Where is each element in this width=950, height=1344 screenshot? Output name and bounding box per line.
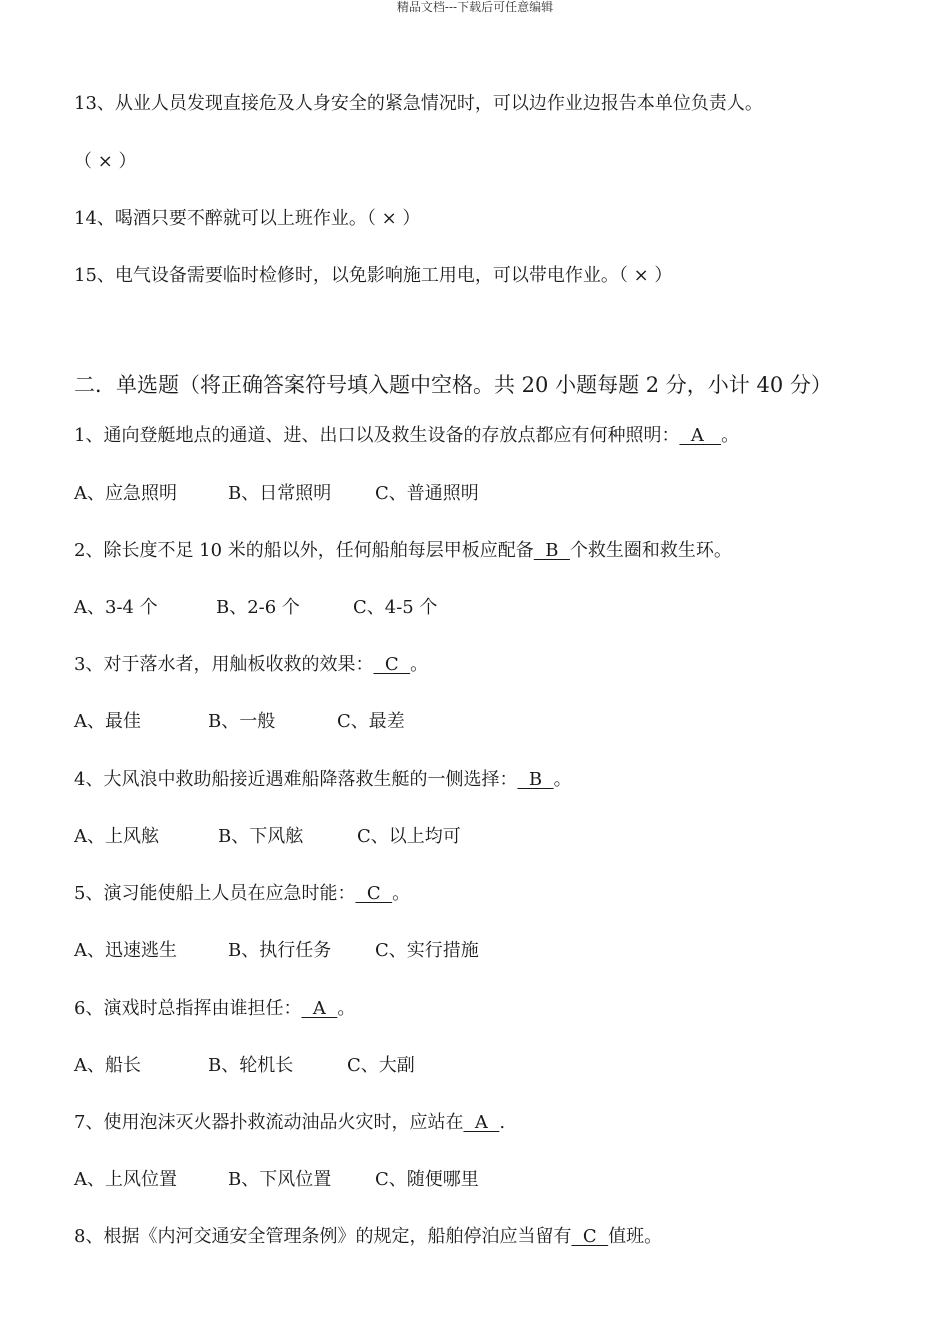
- question-3: [74, 654, 428, 676]
- answer-blank: B: [517, 769, 554, 790]
- question-5: [74, 883, 410, 905]
- answer-blank: C: [373, 654, 411, 675]
- option-c: C、4-5 个: [353, 597, 438, 618]
- options-4: [74, 826, 461, 848]
- option-a: A、3-4 个: [74, 597, 158, 618]
- option-a: A、船长: [74, 1055, 141, 1076]
- option-b: B、执行任务: [228, 940, 332, 961]
- options-5: [74, 940, 479, 962]
- question-6: [74, 998, 355, 1020]
- section-title: 二．单选题（将正确答案符号填入题中空格。共 20 小题每题 2 分，小计 40 分）: [74, 373, 832, 397]
- option-a: A、上风位置: [74, 1169, 177, 1190]
- question-text: 7、使用泡沫灭火器扑救流动油品火灾时，应站在: [74, 1112, 464, 1133]
- option-c: C、普通照明: [375, 483, 479, 504]
- option-a: A、应急照明: [74, 483, 177, 504]
- question-text: 1、通向登艇地点的通道、进、出口以及救生设备的存放点都应有何种照明：: [74, 425, 680, 446]
- question-2: [74, 540, 732, 562]
- options-1: [74, 483, 479, 505]
- option-c: C、实行措施: [375, 940, 479, 961]
- option-b: B、2-6 个: [216, 597, 300, 618]
- question-text: 8、根据《内河交通安全管理条例》的规定，船舶停泊应当留有: [74, 1226, 572, 1247]
- option-a: A、上风舷: [74, 826, 159, 847]
- question-tail: 。: [410, 654, 429, 675]
- answer-blank: B: [533, 540, 570, 561]
- question-4: [74, 769, 572, 791]
- tf-question-13: 13、从业人员发现直接危及人身安全的紧急情况时，可以边作业边报告本单位负责人。: [74, 93, 763, 114]
- option-b: B、日常照明: [228, 483, 332, 504]
- answer-blank: A: [679, 425, 722, 446]
- option-c: C、随便哪里: [375, 1169, 479, 1190]
- question-tail: 。: [721, 425, 740, 446]
- options-7: [74, 1169, 479, 1191]
- question-7: [74, 1112, 505, 1134]
- question-tail: 。: [392, 883, 411, 904]
- option-b: B、一般: [208, 711, 276, 732]
- option-c: C、以上均可: [357, 826, 461, 847]
- options-3: [74, 711, 405, 733]
- question-text: 2、除长度不足 10 米的船以外，任何船舶每层甲板应配备: [74, 540, 534, 561]
- options-6: [74, 1055, 415, 1077]
- question-tail: .: [499, 1112, 506, 1133]
- page-header: 精品文档---下载后可任意编辑: [396, 0, 554, 14]
- tf-question-14: 14、喝酒只要不醉就可以上班作业。（ × ）: [74, 208, 421, 229]
- question-text: 6、演戏时总指挥由谁担任：: [74, 998, 302, 1019]
- question-tail: 。: [337, 998, 356, 1019]
- question-tail: 值班。: [608, 1226, 663, 1247]
- question-1: [74, 425, 739, 447]
- option-a: A、最佳: [74, 711, 141, 732]
- question-8: [74, 1226, 662, 1248]
- answer-blank: C: [571, 1226, 609, 1247]
- options-2: [74, 597, 437, 619]
- option-c: C、大副: [347, 1055, 415, 1076]
- option-b: B、下风位置: [228, 1169, 332, 1190]
- question-text: 5、演习能使船上人员在应急时能：: [74, 883, 356, 904]
- question-text: 3、对于落水者，用舢板收救的效果：: [74, 654, 374, 675]
- question-tail: 个救生圈和救生环。: [569, 540, 732, 561]
- question-tail: 。: [553, 769, 572, 790]
- option-b: B、下风舷: [218, 826, 304, 847]
- answer-blank: A: [301, 998, 338, 1019]
- tf-question-15: 15、电气设备需要临时检修时，以免影响施工用电，可以带电作业。（ × ）: [74, 265, 673, 286]
- option-b: B、轮机长: [208, 1055, 294, 1076]
- answer-blank: A: [463, 1112, 500, 1133]
- answer-blank: C: [355, 883, 393, 904]
- option-a: A、迅速逃生: [74, 940, 177, 961]
- option-c: C、最差: [337, 711, 405, 732]
- question-text: 4、大风浪中救助船接近遇难船降落救生艇的一侧选择：: [74, 769, 518, 790]
- tf-answer-13: （ × ）: [74, 151, 137, 172]
